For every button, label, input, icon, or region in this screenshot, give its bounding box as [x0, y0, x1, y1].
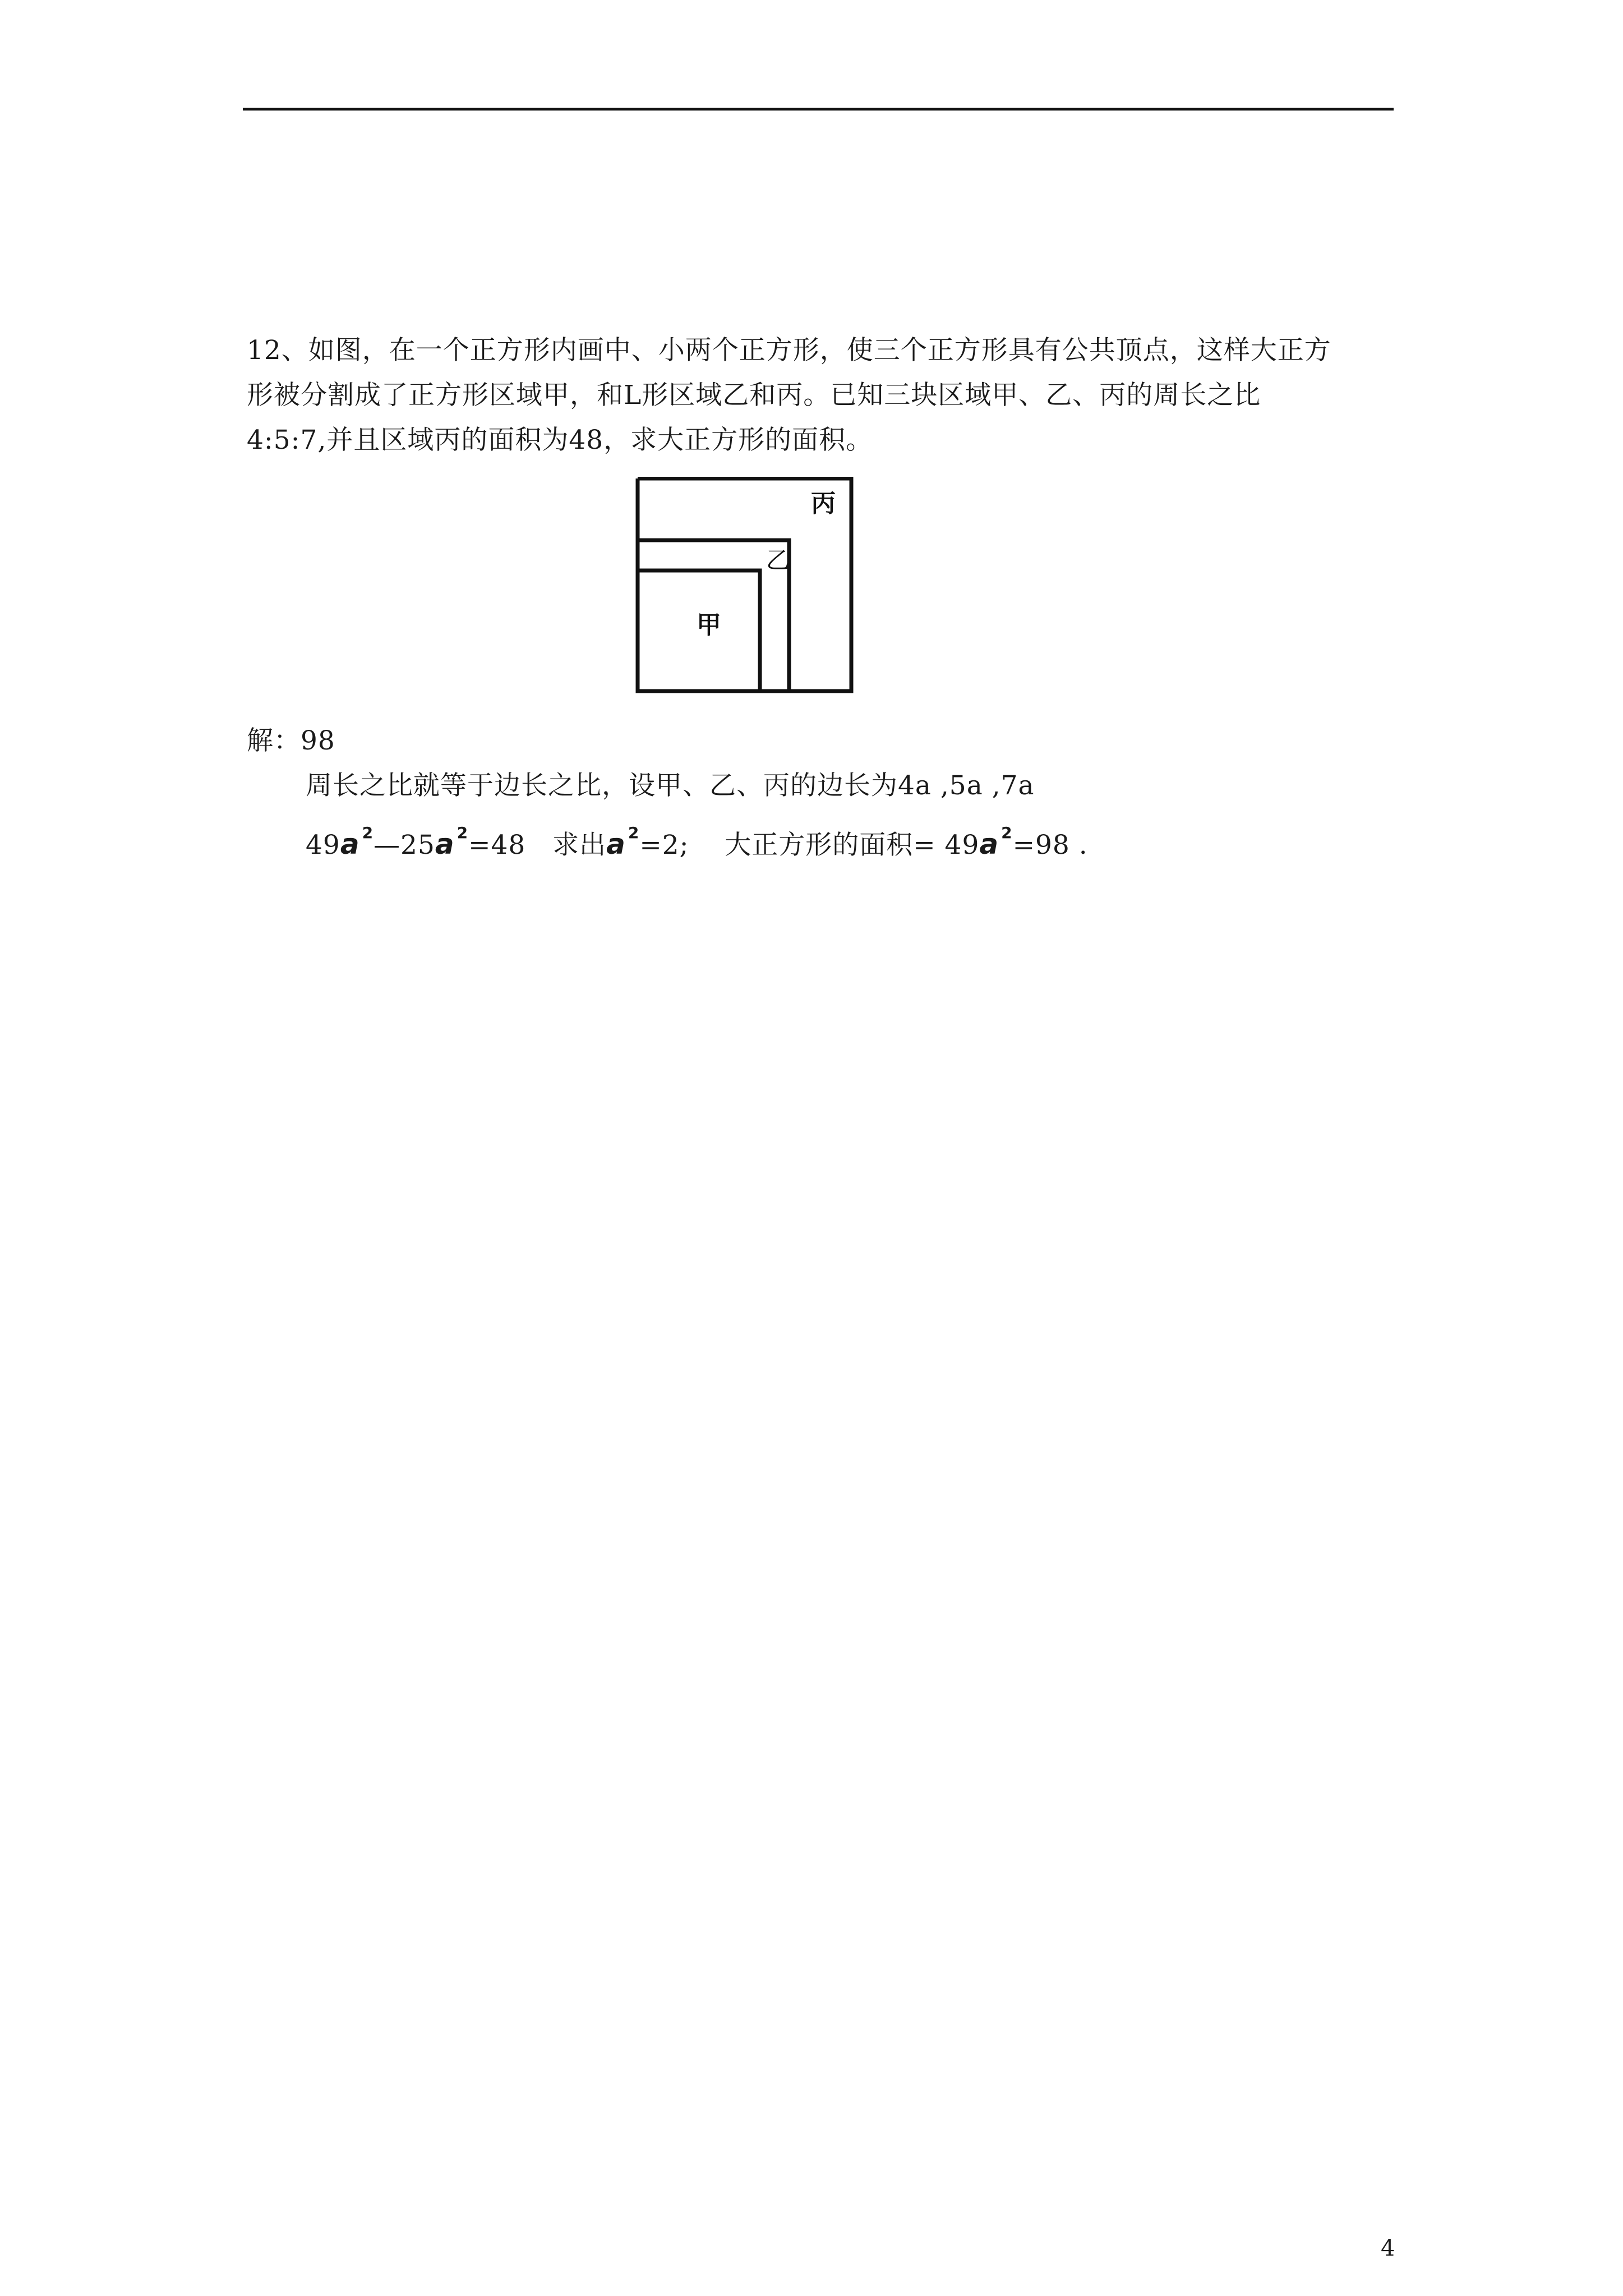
- eq-part-5: =98 .: [1012, 830, 1088, 861]
- a-squared-4: a $^2$: [979, 823, 1013, 861]
- problem-line-3: 4:5:7,并且区域丙的面积为48，求大正方形的面积。: [247, 425, 873, 455]
- a-squared-2: a $^2$: [435, 823, 469, 861]
- page-number: 4: [1381, 2235, 1395, 2261]
- eq-part-3: =48 求出: [468, 830, 607, 861]
- solution-equation: [306, 823, 1088, 862]
- problem-line-1: 12、如图，在一个正方形内画中、小两个正方形，使三个正方形具有公共顶点，这样大正方: [247, 335, 1331, 366]
- solution-explanation: 周长之比就等于边长之比，设甲、乙、丙的边长为4a ,5a ,7a: [306, 770, 1035, 801]
- header-rule: [243, 108, 1394, 111]
- label-bing: 丙: [811, 489, 836, 518]
- nested-squares-figure: [631, 477, 855, 696]
- label-yi: 乙: [766, 546, 790, 574]
- solution-answer: 解：98: [247, 725, 335, 756]
- label-jia: 甲: [697, 611, 721, 639]
- eq-part-2: —25: [374, 830, 435, 861]
- a-squared-3: a $^2$: [606, 823, 640, 861]
- a-squared-1: a $^2$: [340, 823, 374, 861]
- eq-part-1: 49: [306, 830, 340, 861]
- problem-line-2: 形被分割成了正方形区域甲，和L形区域乙和丙。已知三块区域甲、乙、丙的周长之比: [247, 380, 1261, 411]
- eq-part-4: =2; 大正方形的面积= 49: [639, 830, 980, 861]
